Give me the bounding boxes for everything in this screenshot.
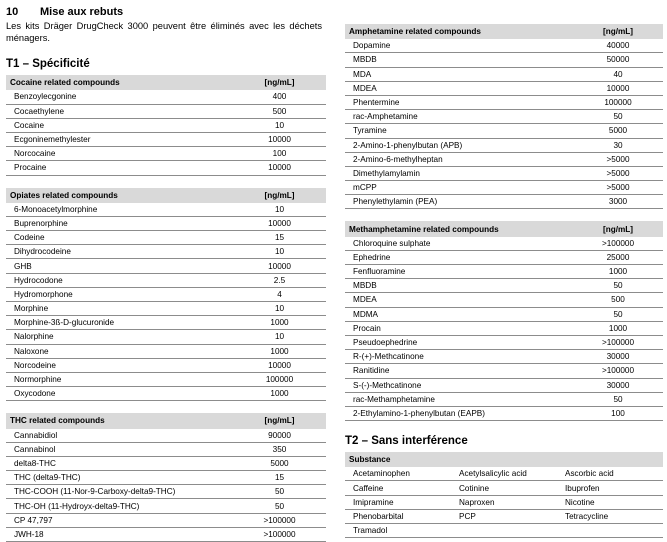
compound-name: Cocaethylene	[6, 104, 233, 118]
compound-value: >5000	[573, 166, 663, 180]
compound-value: 25000	[573, 250, 663, 264]
compound-name: delta8-THC	[6, 456, 233, 470]
compound-value: 50	[233, 485, 326, 499]
table-row	[345, 67, 663, 81]
table-row	[345, 95, 663, 109]
table-row	[6, 358, 326, 372]
table-row	[345, 378, 663, 392]
column-header-unit: [ng/mL]	[573, 221, 663, 236]
substance-name: Tetracycline	[557, 509, 663, 523]
column-header-compound: Methamphetamine related compounds	[345, 221, 573, 236]
table-row	[345, 364, 663, 378]
table-row	[6, 147, 326, 161]
compound-name: Phentermine	[345, 95, 573, 109]
table-row	[345, 481, 663, 495]
compound-name: MDMA	[345, 307, 573, 321]
column-header-compound: THC related compounds	[6, 413, 233, 428]
compound-value: 10	[233, 118, 326, 132]
compound-value: 10	[233, 330, 326, 344]
compound-name: Phenylethylamin (PEA)	[345, 195, 573, 209]
compound-name: THC (delta9-THC)	[6, 471, 233, 485]
compound-value: 50	[573, 307, 663, 321]
section-heading	[6, 6, 328, 19]
substance-name	[557, 524, 663, 538]
compound-value: 100	[573, 406, 663, 420]
table-row	[6, 387, 326, 401]
compound-name: 2-Amino-1-phenylbutan (APB)	[345, 138, 573, 152]
compound-value: 50	[573, 110, 663, 124]
table-row	[345, 81, 663, 95]
substance-name: Naproxen	[451, 495, 557, 509]
substance-name: Cotinine	[451, 481, 557, 495]
table-row	[6, 372, 326, 386]
table-row	[6, 471, 326, 485]
compound-value: 10	[233, 245, 326, 259]
table-header-row	[345, 24, 663, 39]
table-row	[345, 406, 663, 420]
table-header-row	[6, 188, 326, 203]
table-row	[345, 110, 663, 124]
compound-value: 10000	[233, 216, 326, 230]
substance-name: Acetaminophen	[345, 467, 451, 481]
compound-name: Fenfluoramine	[345, 265, 573, 279]
compound-name: Pseudoephedrine	[345, 335, 573, 349]
substance-name: Nicotine	[557, 495, 663, 509]
compound-value: 1000	[233, 387, 326, 401]
substance-name: PCP	[451, 509, 557, 523]
column-header-unit: [ng/mL]	[573, 24, 663, 39]
compound-value: 10	[233, 203, 326, 217]
compound-name: Dihydrocodeine	[6, 245, 233, 259]
compound-value: 10000	[233, 132, 326, 146]
compound-value: 4	[233, 287, 326, 301]
compound-value: 40	[573, 67, 663, 81]
table-row	[6, 485, 326, 499]
table-row	[345, 495, 663, 509]
compound-value: 40000	[573, 39, 663, 53]
compound-value: 50	[233, 499, 326, 513]
table-row	[6, 216, 326, 230]
compound-name: MBDB	[345, 53, 573, 67]
table-header-row	[6, 413, 326, 428]
compound-value: 50000	[573, 53, 663, 67]
table-row	[6, 245, 326, 259]
compound-value: 10000	[233, 358, 326, 372]
table-row	[6, 429, 326, 443]
table-row	[6, 316, 326, 330]
table-row	[345, 321, 663, 335]
compound-value: 2.5	[233, 273, 326, 287]
table-header-row	[6, 75, 326, 90]
table-row	[6, 259, 326, 273]
compound-value: 500	[233, 104, 326, 118]
table-row	[345, 293, 663, 307]
compound-value: >100000	[573, 335, 663, 349]
substance-name: Phenobarbital	[345, 509, 451, 523]
t2-heading: T2 – Sans interférence	[345, 435, 468, 448]
table-row	[345, 265, 663, 279]
compound-name: Normorphine	[6, 372, 233, 386]
table-row	[6, 231, 326, 245]
compound-name: rac-Amphetamine	[345, 110, 573, 124]
substance-name: Ascorbic acid	[557, 467, 663, 481]
table-row	[6, 104, 326, 118]
compound-value: 400	[233, 90, 326, 104]
table-row	[6, 287, 326, 301]
compound-name: rac-Methamphetamine	[345, 392, 573, 406]
compound-name: Buprenorphine	[6, 216, 233, 230]
compound-name: Ecgoninemethylester	[6, 132, 233, 146]
compound-name: mCPP	[345, 181, 573, 195]
compound-name: 6-Monoacetylmorphine	[6, 203, 233, 217]
compound-value: 3000	[573, 195, 663, 209]
compound-value: 100000	[233, 372, 326, 386]
column-header-compound: Opiates related compounds	[6, 188, 233, 203]
table-row	[6, 90, 326, 104]
table-row	[345, 335, 663, 349]
compound-name: Morphine-3ß-D-glucuronide	[6, 316, 233, 330]
compound-name: 2-Ethylamino-1-phenylbutan (EAPB)	[345, 406, 573, 420]
column-header-substance: Substance	[345, 452, 663, 467]
compound-name: Naloxone	[6, 344, 233, 358]
compound-name: Cannabidiol	[6, 429, 233, 443]
compound-name: Dimethylamylamin	[345, 166, 573, 180]
compound-value: 15	[233, 231, 326, 245]
section-paragraph: Les kits Dräger DrugCheck 3000 peuvent être éliminés avec les déchets ménagers.	[6, 21, 322, 43]
column-header-compound: Amphetamine related compounds	[345, 24, 573, 39]
table-row	[345, 279, 663, 293]
column-header-unit: [ng/mL]	[233, 188, 326, 203]
column-header-compound: Cocaine related compounds	[6, 75, 233, 90]
compound-value: 30000	[573, 350, 663, 364]
compound-name: Hydromorphone	[6, 287, 233, 301]
substance-name: Acetylsalicylic acid	[451, 467, 557, 481]
table-opiates-related-compounds	[6, 188, 326, 402]
table-cocaine-related-compounds	[6, 75, 326, 175]
compound-name: MDEA	[345, 293, 573, 307]
compound-value: 1000	[573, 265, 663, 279]
compound-value: 5000	[573, 124, 663, 138]
table-row	[6, 302, 326, 316]
table-row	[345, 138, 663, 152]
table-row	[6, 132, 326, 146]
table-row	[6, 527, 326, 541]
table-thc-related-compounds	[6, 413, 326, 542]
compound-value: 50	[573, 279, 663, 293]
table-row	[345, 250, 663, 264]
compound-name: Morphine	[6, 302, 233, 316]
compound-name: MDEA	[345, 81, 573, 95]
compound-name: Dopamine	[345, 39, 573, 53]
table-amphetamine-related-compounds	[345, 24, 663, 209]
table-row	[345, 152, 663, 166]
compound-name: CP 47,797	[6, 513, 233, 527]
column-header-unit: [ng/mL]	[233, 413, 326, 428]
compound-value: 10000	[573, 81, 663, 95]
compound-value: 15	[233, 471, 326, 485]
compound-name: Norcodeine	[6, 358, 233, 372]
compound-value: >5000	[573, 181, 663, 195]
compound-name: Cannabinol	[6, 442, 233, 456]
compound-value: 100000	[573, 95, 663, 109]
compound-name: Hydrocodone	[6, 273, 233, 287]
compound-name: Procaine	[6, 161, 233, 175]
table-row	[6, 203, 326, 217]
left-column	[0, 0, 328, 539]
compound-value: 500	[573, 293, 663, 307]
column-header-unit: [ng/mL]	[233, 75, 326, 90]
compound-value: 1000	[233, 344, 326, 358]
table-no-interference	[345, 452, 663, 538]
table-row	[6, 330, 326, 344]
table-row	[345, 237, 663, 251]
compound-value: >5000	[573, 152, 663, 166]
table-header-row	[345, 221, 663, 236]
compound-name: Ephedrine	[345, 250, 573, 264]
substance-name: Imipramine	[345, 495, 451, 509]
substance-name: Caffeine	[345, 481, 451, 495]
compound-name: GHB	[6, 259, 233, 273]
compound-name: Cocaine	[6, 118, 233, 132]
section-number: 10	[6, 6, 19, 18]
compound-value: 100	[233, 147, 326, 161]
table-row	[6, 161, 326, 175]
compound-value: >100000	[233, 513, 326, 527]
table-row	[345, 195, 663, 209]
compound-value: 350	[233, 442, 326, 456]
compound-name: Oxycodone	[6, 387, 233, 401]
compound-name: Norcocaine	[6, 147, 233, 161]
compound-value: 30000	[573, 378, 663, 392]
compound-value: >100000	[573, 364, 663, 378]
compound-name: THC-COOH (11-Nor-9-Carboxy-delta9-THC)	[6, 485, 233, 499]
table-row	[345, 166, 663, 180]
table-row	[345, 124, 663, 138]
table-row	[345, 509, 663, 523]
table-row	[345, 392, 663, 406]
t1-heading: T1 – Spécificité	[6, 58, 90, 71]
compound-name: MBDB	[345, 279, 573, 293]
table-row	[6, 513, 326, 527]
table-row	[345, 350, 663, 364]
compound-value: 10	[233, 302, 326, 316]
table-row	[345, 181, 663, 195]
section-title: Mise aux rebuts	[40, 6, 124, 18]
table-header-row	[345, 452, 663, 467]
compound-name: Chloroquine sulphate	[345, 237, 573, 251]
compound-name: Ranitidine	[345, 364, 573, 378]
compound-value: 10000	[233, 161, 326, 175]
table-row	[6, 344, 326, 358]
table-row	[6, 499, 326, 513]
compound-value: 5000	[233, 456, 326, 470]
substance-name	[451, 524, 557, 538]
compound-name: S-(-)-Methcatinone	[345, 378, 573, 392]
compound-name: R-(+)-Methcatinone	[345, 350, 573, 364]
compound-name: Tyramine	[345, 124, 573, 138]
compound-value: 90000	[233, 429, 326, 443]
table-row	[345, 39, 663, 53]
table-row	[345, 524, 663, 538]
compound-value: 30	[573, 138, 663, 152]
table-row	[6, 456, 326, 470]
table-row	[6, 118, 326, 132]
compound-value: 1000	[573, 321, 663, 335]
compound-name: Codeine	[6, 231, 233, 245]
table-row	[6, 442, 326, 456]
compound-name: JWH-18	[6, 527, 233, 541]
table-row	[345, 53, 663, 67]
compound-name: Nalorphine	[6, 330, 233, 344]
compound-name: Procain	[345, 321, 573, 335]
table-row	[345, 307, 663, 321]
compound-value: >100000	[233, 527, 326, 541]
right-column	[328, 0, 667, 536]
table-row	[6, 273, 326, 287]
table-row	[345, 467, 663, 481]
compound-name: THC-OH (11-Hydroyx-delta9-THC)	[6, 499, 233, 513]
substance-name: Tramadol	[345, 524, 451, 538]
compound-value: 10000	[233, 259, 326, 273]
table-methamphetamine-related-compounds	[345, 221, 663, 421]
compound-value: >100000	[573, 237, 663, 251]
compound-name: Benzoylecgonine	[6, 90, 233, 104]
compound-value: 50	[573, 392, 663, 406]
compound-name: MDA	[345, 67, 573, 81]
compound-name: 2-Amino-6-methylheptan	[345, 152, 573, 166]
compound-value: 1000	[233, 316, 326, 330]
substance-name: Ibuprofen	[557, 481, 663, 495]
